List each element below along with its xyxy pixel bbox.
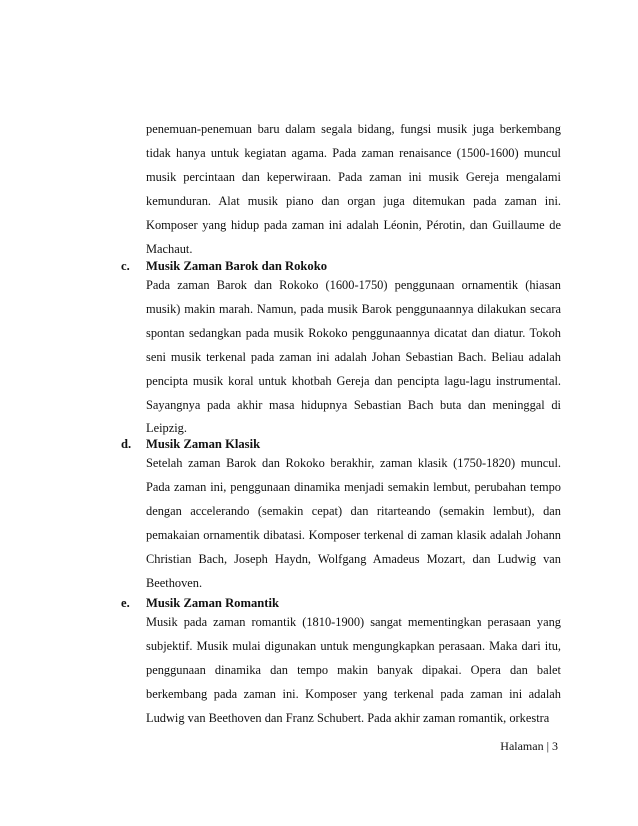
section-letter: e.: [121, 596, 130, 610]
page-footer: Halaman | 3: [500, 739, 558, 753]
section-body-romantik: Musik pada zaman romantik (1810-1900) sangat mementingkan perasaan yang subjektif. Musik mulai digunakan untuk mengungkapkan perasaan. Maka dari itu, penggunaan dinamika dan tempo makin banyak dipakai. Opera dan balet berkembang pada zaman ini. Komposer yang terkenal pada zaman ini adalah Ludwig van Beethoven dan Franz Schubert. Pada akhir zaman romantik, orkestra: [146, 615, 561, 725]
intro-paragraph: penemuan-penemuan baru dalam segala bidang, fungsi musik juga berkembang tidak hanya untuk kegiatan agama. Pada zaman renaisance (1500-1600) muncul musik percintaan dan keperwiraan. Pada zaman ini musik Gereja mengalami kemunduran. Alat musik piano dan organ juga ditemukan pada zaman ini. Komposer yang hidup pada zaman ini adalah Léonin, Pérotin, dan Guillaume de Machaut.: [146, 122, 561, 256]
section-body-klasik: Setelah zaman Barok dan Rokoko berakhir, zaman klasik (1750-1820) muncul. Pada zaman ini, penggunaan dinamika menjadi semakin lembut, perubahan tempo dengan accelerando (semakin cepat) dan ritarteando (semakin lembut), dan pemakaian ornamentik dibatasi. Komposer terkenal di zaman klasik adalah Johann Christian Bach, Joseph Haydn, Wolfgang Amadeus Mozart, dan Ludwig van Beethoven.: [146, 456, 561, 590]
section-heading-klasik: [121, 436, 260, 452]
section-title: Musik Zaman Klasik: [146, 437, 261, 451]
section-body-barok: Pada zaman Barok dan Rokoko (1600-1750) penggunaan ornamentik (hiasan musik) makin marah. Namun, pada musik Barok penggunaannya dilakukan secara spontan sedangkan pada musik Rokoko penggunaannya dicatat dan diatur. Tokoh seni musik terkenal pada zaman ini adalah Johan Sebastian Bach. Beliau adalah pencipta musik koral untuk khotbah Gereja dan pencipta lagu-lagu instrumental. Sayangnya pada akhir masa hidupnya Sebastian Bach buta dan meninggal di Leipzig.: [146, 278, 561, 436]
section-heading-romantik: [121, 595, 279, 611]
section-title: Musik Zaman Romantik: [146, 596, 279, 610]
section-title: Musik Zaman Barok dan Rokoko: [146, 259, 328, 273]
section-letter: c.: [121, 259, 130, 273]
section-letter: d.: [121, 437, 132, 451]
section-heading-barok: [121, 258, 327, 274]
